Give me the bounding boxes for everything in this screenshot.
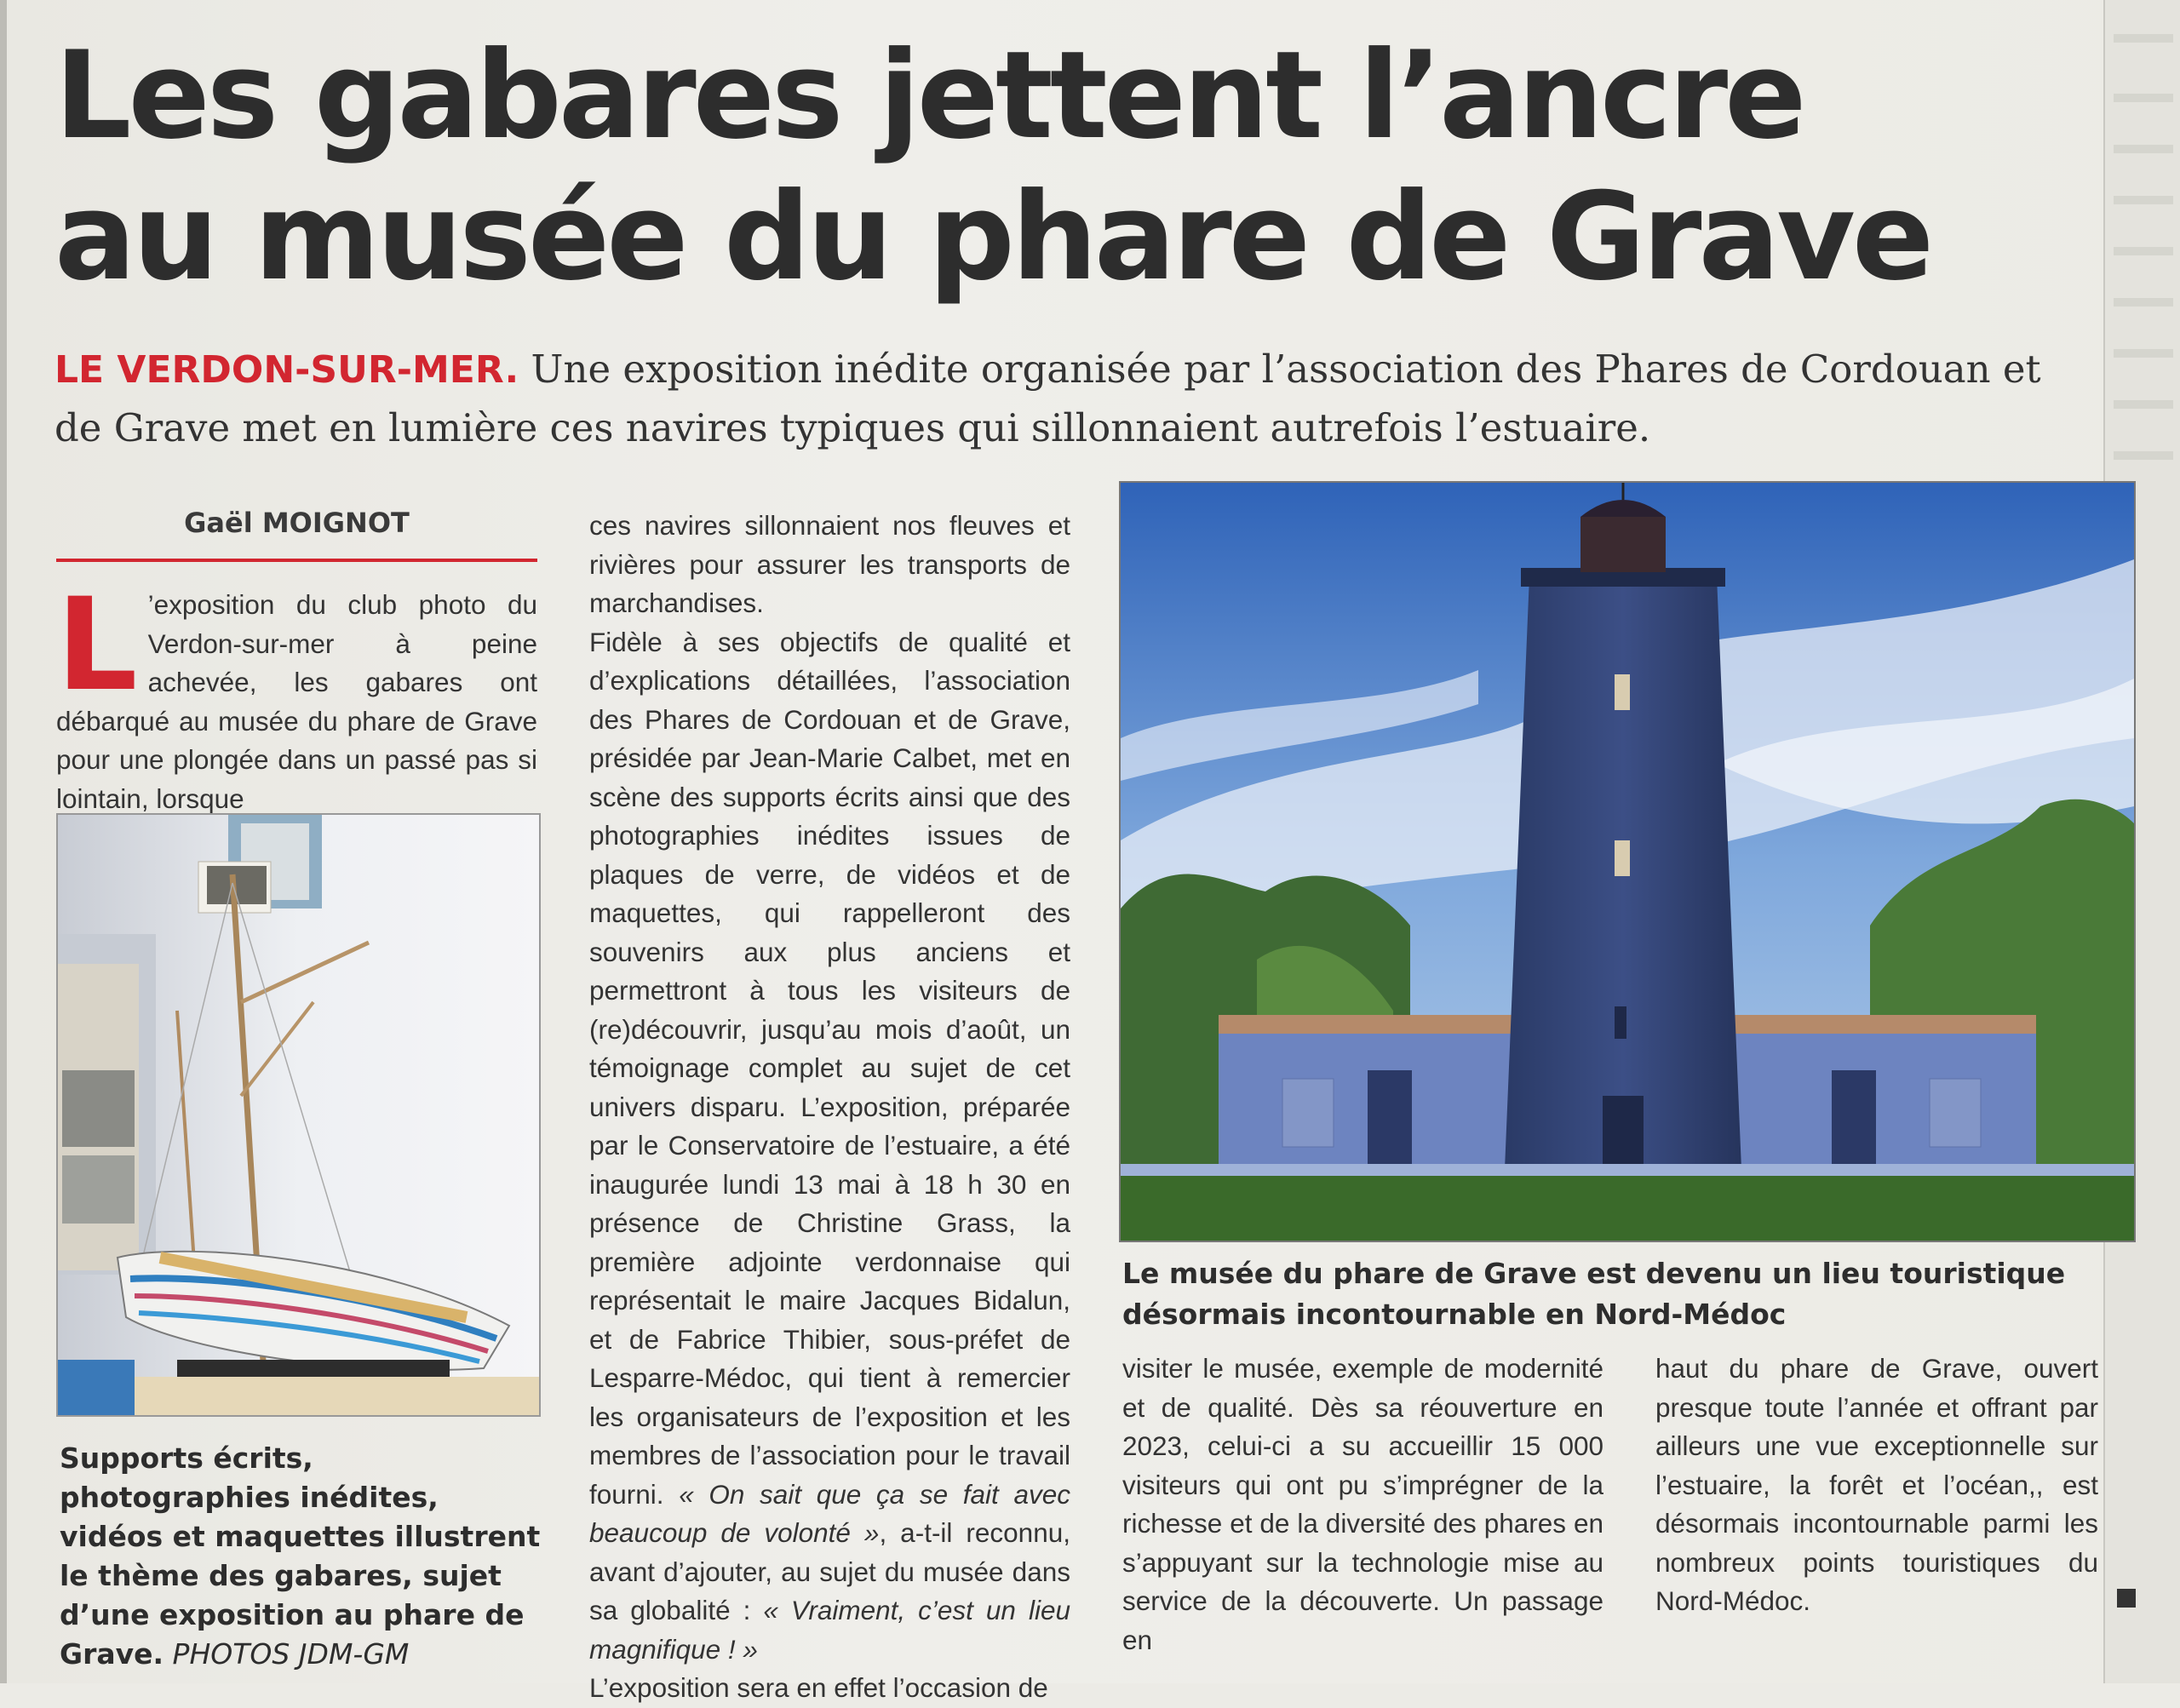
gabare-caption-text: Supports écrits, photographies inédites, vidéos et maquettes illustrent le thème des gabares, sujet d’une exposition au phare de Grave. — [60, 1441, 541, 1671]
text-column-4 — [1655, 1350, 2098, 1621]
column-2-paragraph-2-b: , a-t-il reconnu, avant d’ajouter, au sujet du musée dans sa globalité : — [589, 1517, 1070, 1625]
lighthouse-photo-caption: Le musée du phare de Grave est devenu un lieu touristique désormais incontournable en Nord-Médoc — [1122, 1257, 2066, 1331]
column-2-paragraph-2 — [589, 623, 1070, 1670]
column-2-paragraph-1: ces navires sillonnaient nos fleuves et rivières pour assurer les transports de marchandises. — [589, 510, 1070, 618]
quote-volonte: « On sait que ça se fait avec beaucoup de volonté » — [589, 1478, 1070, 1548]
column-4-text: haut du phare de Grave, ouvert presque toute l’année et offrant par ailleurs une vue exceptionnelle sur l’estuaire, la forêt et l’océan,, est désormais incontournable parmi les nombreux points touristiques du Nord-Médoc. — [1655, 1353, 2098, 1616]
column-1-text: ’exposition du club photo du Verdon-sur-mer à peine achevée, les gabares ont débarqué au musée du phare de Grave pour une plongée dans un passé pas si lointain, lorsque — [56, 589, 537, 814]
column-2-paragraph-2-a: Fidèle à ses objectifs de qualité et d’explications détaillées, l’association des Phares de Cordouan et de Grave, présidée par Jean-Marie Calbet, met en scène des supports écrits ainsi que des photographies inédites issues de plaques de verre, de vidéos et de maquettes, qui rappelleront des souvenirs aux plus anciens et permettront à tous les visiteurs de (re)découvrir, jusqu’au mois d’août, un témoignage complet au sujet de cet univers disparu. L’exposition, préparée par le Conservatoire de l’estuaire, a été inaugurée lundi 13 mai à 18 h 30 en présence de Christine Grass, la première adjointe verdonnaise qui représentait le maire Jacques Bidalun, et de Fabrice Thibier, sous-préfet de Lesparre-Médoc, qui tient à remercier les organisateurs de l’exposition et les membres de l’association pour le travail fourni. — [589, 626, 1070, 1510]
text-column-3 — [1122, 1350, 1603, 1659]
headline-line-1: Les gabares jettent l’ancre — [54, 26, 1804, 166]
page-edge — [0, 0, 7, 1683]
dateline-place: LE VERDON-SUR-MER. — [54, 348, 519, 392]
photo-credit: PHOTOS JDM-GM — [164, 1637, 410, 1671]
byline: Gaël MOIGNOT — [184, 507, 410, 539]
byline-rule — [56, 559, 537, 562]
text-column-2 — [589, 507, 1070, 1708]
quote-magnifique: « Vraiment, c’est un lieu magnifique ! » — [589, 1595, 1070, 1665]
headline-line-2: au musée du phare de Grave — [54, 167, 1931, 307]
text-column-1 — [56, 571, 537, 818]
gabare-photo-caption — [60, 1439, 545, 1674]
column-3-text: visiter le musée, exemple de modernité et de qualité. Dès sa réouverture en 2023, celui-ci a su accueillir 15 000 visiteurs qui ont pu s’imprégner de la richesse et de la diversité des phares en s’appuyant sur la technologie mise au service de la découverte. Un passage en — [1122, 1353, 1603, 1655]
gabare-model-photo — [56, 813, 541, 1417]
drop-cap: L — [56, 571, 138, 719]
lighthouse-photo — [1119, 481, 2136, 1242]
article-standfirst — [54, 341, 2098, 457]
end-of-article-mark — [2117, 1589, 2136, 1608]
article-headline — [54, 26, 2064, 308]
column-2-paragraph-3: L’exposition sera en effet l’occasion de — [589, 1672, 1048, 1703]
standfirst-text: Une exposition inédite organisée par l’association des Phares de Cordouan et de Grave met en lumière ces navires typiques qui sillonnaient autrefois l’estuaire. — [54, 347, 2041, 450]
